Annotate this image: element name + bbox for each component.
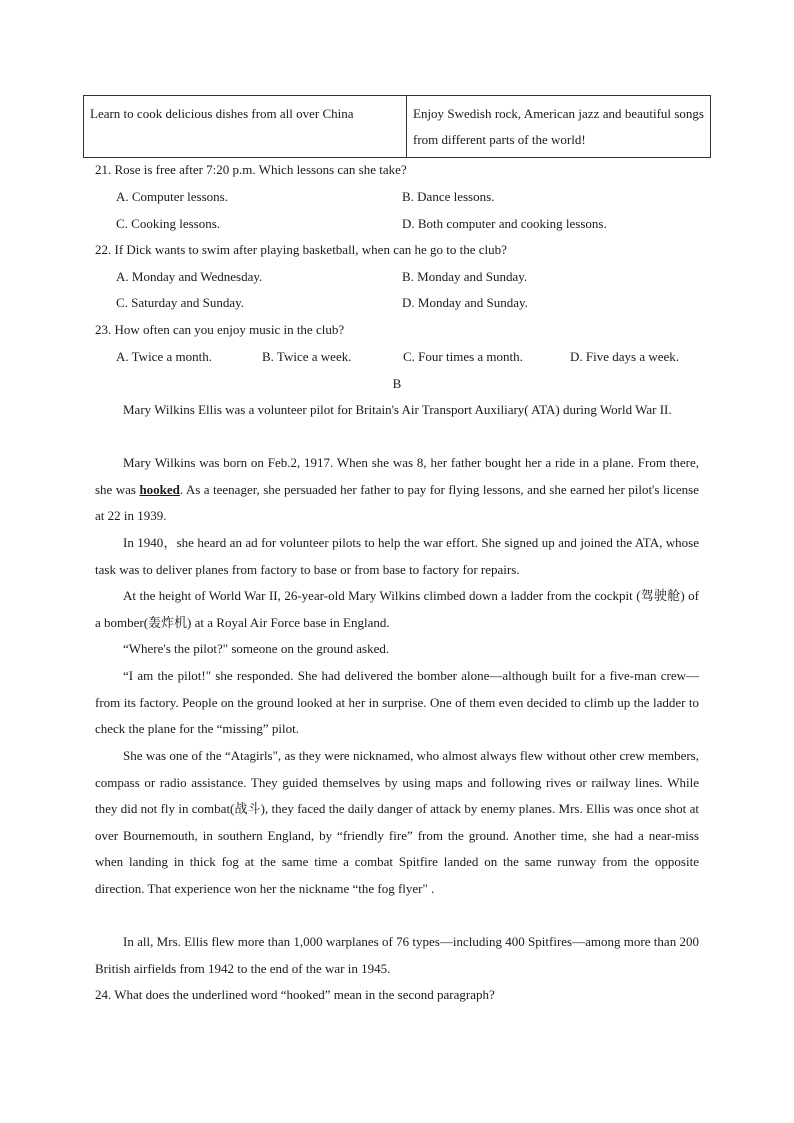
q21-option-c: C. Cooking lessons. — [116, 216, 221, 231]
question-22: 22. If Dick wants to swim after playing basketball, when can he go to the club? — [95, 242, 507, 257]
q22-option-c: C. Saturday and Sunday. — [116, 295, 245, 310]
q23-option-b: B. Twice a week. — [262, 349, 352, 364]
paragraph-2-text-end: . As a teenager, she persuaded her father to pay for flying lessons, and she earned her pilot's license at 22 in 1939. — [95, 481, 699, 524]
section-b-title: B — [392, 376, 402, 391]
q22-option-d: D. Monday and Sunday. — [402, 295, 528, 310]
paragraph-4: At the height of World War II, 26-year-old Mary Wilkins climbed down a ladder from the cockpit (驾驶舱) of a bomber(轰炸机) at a Royal Air Force base in England. — [95, 588, 699, 630]
underlined-word-hooked — [139, 482, 179, 497]
paragraph-6: “I am the pilot!" she responded. She had delivered the bomber alone—although built for a five-man crew—from its factory. People on the ground looked at her in surprise. One of them even decided to climb up the ladder to check the plane for the “missing” pilot. — [95, 668, 699, 737]
hooked-word: hooked — [139, 481, 180, 497]
q21-option-b: B. Dance lessons. — [402, 189, 495, 204]
q21-option-d: D. Both computer and cooking lessons. — [402, 216, 607, 231]
paragraph-8: In all, Mrs. Ellis flew more than 1,000 warplanes of 76 types—including 400 Spitfires—among more than 200 British airfields from 1942 to the end of the war in 1945. — [95, 934, 699, 976]
table-cell-music: Enjoy Swedish rock, American jazz and beautiful songs from different parts of the world! — [407, 96, 711, 158]
q23-option-d: D. Five days a week. — [570, 349, 680, 364]
question-23: 23. How often can you enjoy music in the club? — [95, 322, 345, 337]
q23-option-c: C. Four times a month. — [403, 349, 523, 364]
q23-option-a: A. Twice a month. — [116, 349, 212, 364]
paragraph-3: In 1940，she heard an ad for volunteer pilots to help the war effort. She signed up and joined the ATA, whose task was to deliver planes from factory to base or from base to factory for repairs. — [95, 535, 699, 577]
club-activities-table — [83, 95, 711, 158]
paragraph-7: She was one of the “Atagirls", as they were nicknamed, who almost always flew without other crew members, compass or radio assistance. They guided themselves by using maps and following rives or railway lines. While they did not fly in combat(战斗), they faced the daily danger of attack by enemy planes. Mrs. Ellis was once shot at over Bournemouth, in southern England, by “friendly fire” from the ground. Another time, she had a near-miss when landing in thick fog at the same time a combat Spitfire landed on the same runway from the opposite direction. That experience won her the nickname “the fog flyer" . — [95, 748, 699, 896]
q21-option-a: A. Computer lessons. — [116, 189, 228, 204]
question-24: 24. What does the underlined word “hooked” mean in the second paragraph? — [95, 987, 495, 1002]
q22-option-b: B. Monday and Sunday. — [402, 269, 528, 284]
question-21: 21. Rose is free after 7:20 p.m. Which lessons can she take? — [95, 162, 407, 177]
paragraph-5: “Where's the pilot?" someone on the ground asked. — [123, 641, 390, 656]
paragraph-1: Mary Wilkins Ellis was a volunteer pilot for Britain's Air Transport Auxiliary( ATA) during World War II. — [123, 402, 672, 417]
q22-option-a: A. Monday and Wednesday. — [116, 269, 263, 284]
table-row — [84, 96, 711, 158]
table-cell-cooking: Learn to cook delicious dishes from all over China — [84, 96, 407, 158]
paragraph-2 — [95, 450, 699, 530]
paragraph-2-text-start: Mary Wilkins was born on Feb.2, 1917. When she was 8, her father bought her a ride in a plane. From there, she was — [95, 455, 699, 497]
